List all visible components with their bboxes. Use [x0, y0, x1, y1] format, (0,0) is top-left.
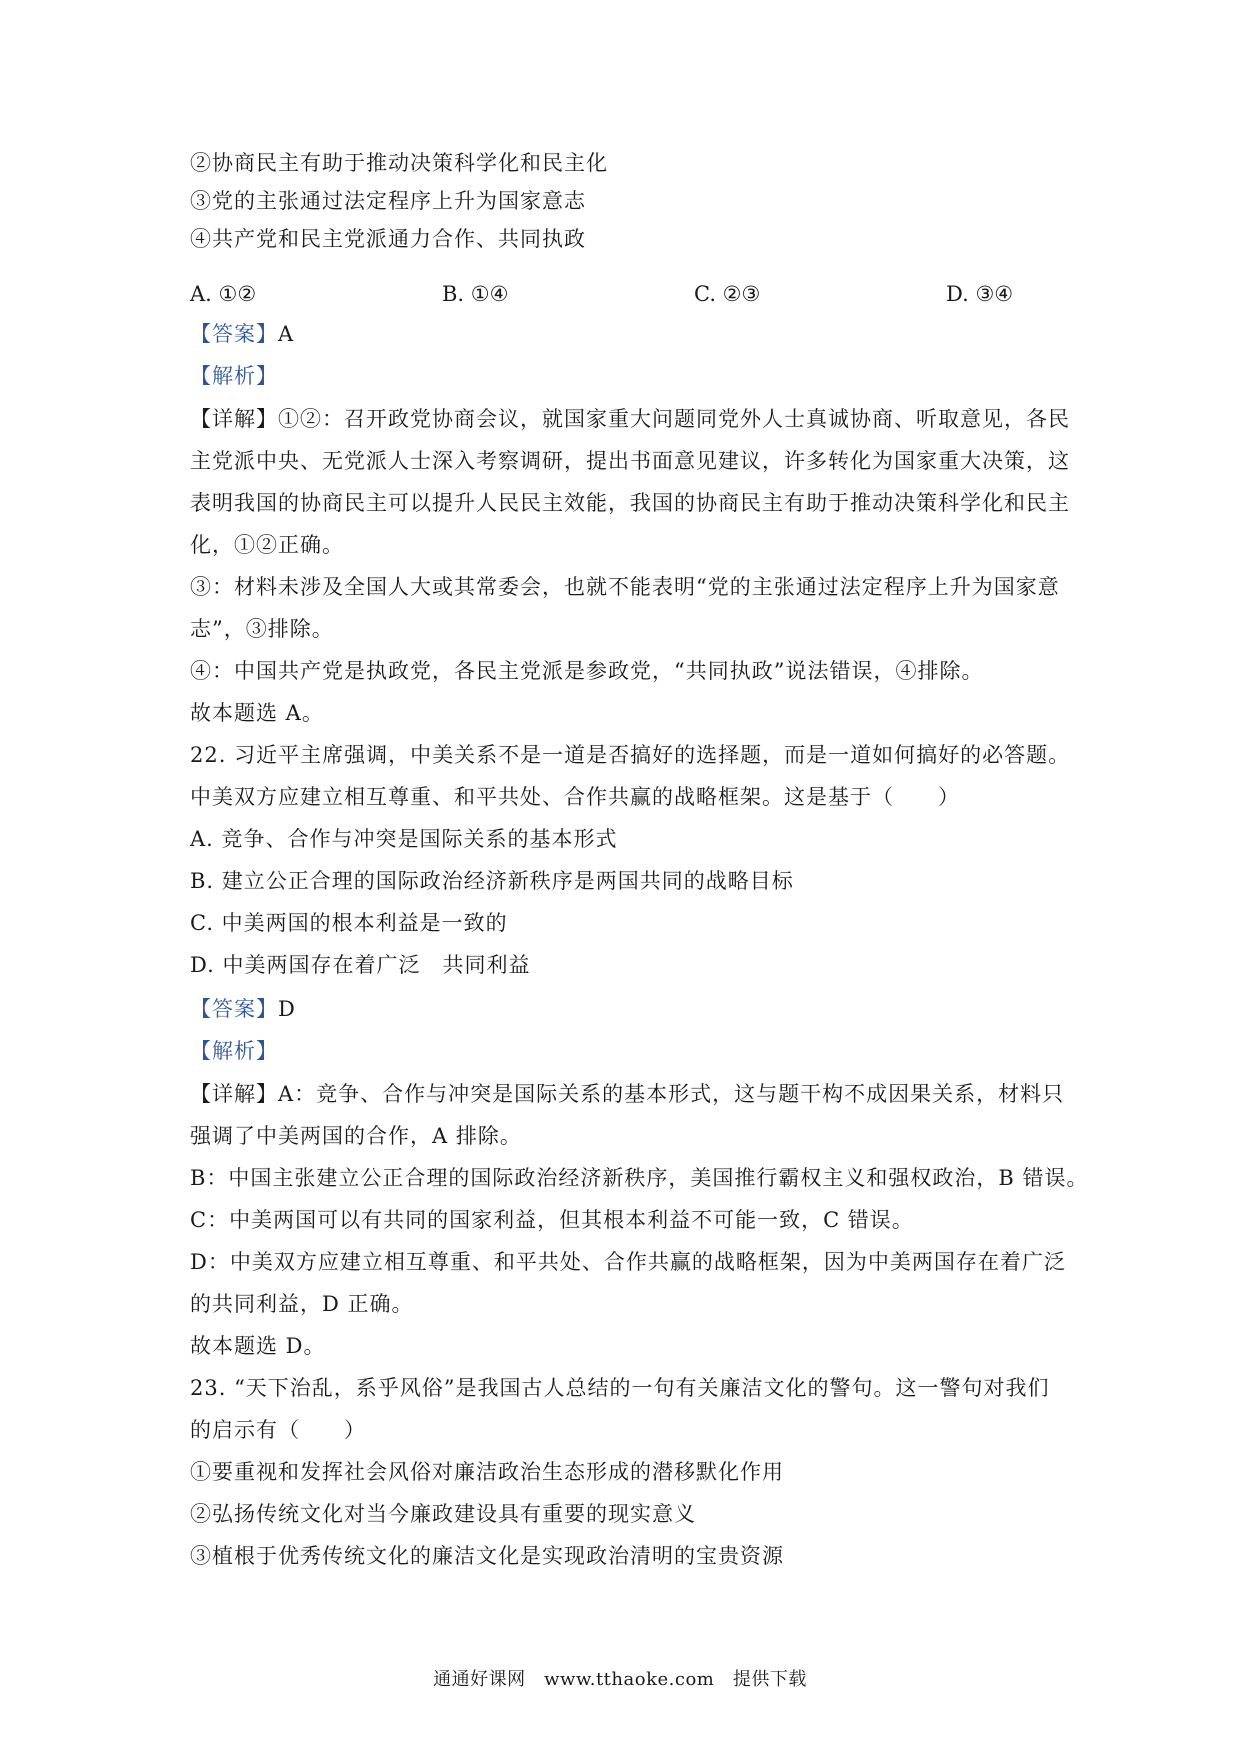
q21-item-3: ③党的主张通过法定程序上升为国家意志 — [190, 189, 586, 213]
answer-tag: 【答案】 — [190, 322, 278, 346]
q22-option-a: A. 竞争、合作与冲突是国际关系的基本形式 — [190, 827, 618, 851]
q22-detail-line: C：中美两国可以有共同的国家利益，但其根本利益不可能一致，C 错误。 — [190, 1208, 914, 1232]
detail-text: ①②：召开政党协商会议，就国家重大问题同党外人士真诚协商、听取意见，各民 — [278, 407, 1070, 431]
q21-option-a: A. ①② — [190, 282, 257, 306]
q21-analysis-tag: 【解析】 — [190, 364, 278, 388]
q23-stem-line: 23. “天下治乱，系乎风俗”是我国古人总结的一句有关廉洁文化的警句。这一警句对我们 — [190, 1376, 1050, 1400]
q22-option-d: D. 中美两国存在着广泛 共同利益 — [190, 953, 531, 977]
q21-answer — [190, 319, 294, 349]
q21-detail-line — [190, 404, 1070, 434]
q21-detail-line: 主党派中央、无党派人士深入考察调研，提出书面意见建议，许多转化为国家重大决策，这 — [190, 449, 1070, 473]
q21-detail-line: 表明我国的协商民主可以提升人民民主效能，我国的协商民主有助于推动决策科学化和民主 — [190, 491, 1070, 515]
q22-detail-line: 的共同利益，D 正确。 — [190, 1292, 414, 1316]
q22-conclusion: 故本题选 D。 — [190, 1334, 326, 1358]
q21-detail-line: 化，①②正确。 — [190, 533, 344, 557]
detail-tag: 【详解】 — [190, 1082, 278, 1106]
detail-text: A：竞争、合作与冲突是国际关系的基本形式，这与题干构不成因果关系，材料只 — [278, 1082, 1065, 1106]
q22-option-b: B. 建立公正合理的国际政治经济新秩序是两国共同的战略目标 — [190, 869, 794, 893]
answer-tag: 【答案】 — [190, 997, 278, 1021]
q21-item-4: ④共产党和民主党派通力合作、共同执政 — [190, 227, 586, 251]
q21-detail-line: ③：材料未涉及全国人大或其常委会，也就不能表明“党的主张通过法定程序上升为国家意 — [190, 575, 1060, 599]
q22-detail-line: 强调了中美两国的合作，A 排除。 — [190, 1124, 522, 1148]
answer-value: A — [278, 322, 295, 346]
q22-answer — [190, 994, 296, 1024]
q22-detail-line — [190, 1079, 1064, 1109]
q21-option-d: D. ③④ — [946, 282, 1014, 306]
q21-detail-line: 志”，③排除。 — [190, 617, 334, 641]
q21-option-b: B. ①④ — [442, 282, 509, 306]
page-footer: 通通好课网 www.tthaoke.com 提供下载 — [433, 1669, 807, 1690]
q22-option-c: C. 中美两国的根本利益是一致的 — [190, 911, 508, 935]
q22-detail-line: B：中国主张建立公正合理的国际政治经济新秩序，美国推行霸权主义和强权政治，B 错误。 — [190, 1166, 1089, 1190]
q22-stem-line: 中美双方应建立相互尊重、和平共处、合作共赢的战略框架。这是基于（ ） — [190, 785, 960, 809]
q23-item-3: ③植根于优秀传统文化的廉洁文化是实现政治清明的宝贵资源 — [190, 1544, 784, 1568]
q23-stem-line: 的启示有（ ） — [190, 1418, 366, 1442]
q21-detail-line: ④：中国共产党是执政党，各民主党派是参政党，“共同执政”说法错误，④排除。 — [190, 659, 984, 683]
q22-analysis-tag: 【解析】 — [190, 1039, 278, 1063]
q22-stem-line: 22. 习近平主席强调，中美关系不是一道是否搞好的选择题，而是一道如何搞好的必答题。 — [190, 743, 1071, 767]
q21-item-2: ②协商民主有助于推动决策科学化和民主化 — [190, 151, 608, 175]
q23-item-1: ①要重视和发挥社会风俗对廉洁政治生态形成的潜移默化作用 — [190, 1460, 784, 1484]
q22-detail-line: D：中美双方应建立相互尊重、和平共处、合作共赢的战略框架，因为中美两国存在着广泛 — [190, 1250, 1066, 1274]
q21-option-c: C. ②③ — [694, 282, 761, 306]
q23-item-2: ②弘扬传统文化对当今廉政建设具有重要的现实意义 — [190, 1502, 696, 1526]
q21-options — [190, 279, 1070, 309]
detail-tag: 【详解】 — [190, 407, 278, 431]
q21-conclusion: 故本题选 A。 — [190, 701, 324, 725]
answer-value: D — [278, 997, 296, 1021]
